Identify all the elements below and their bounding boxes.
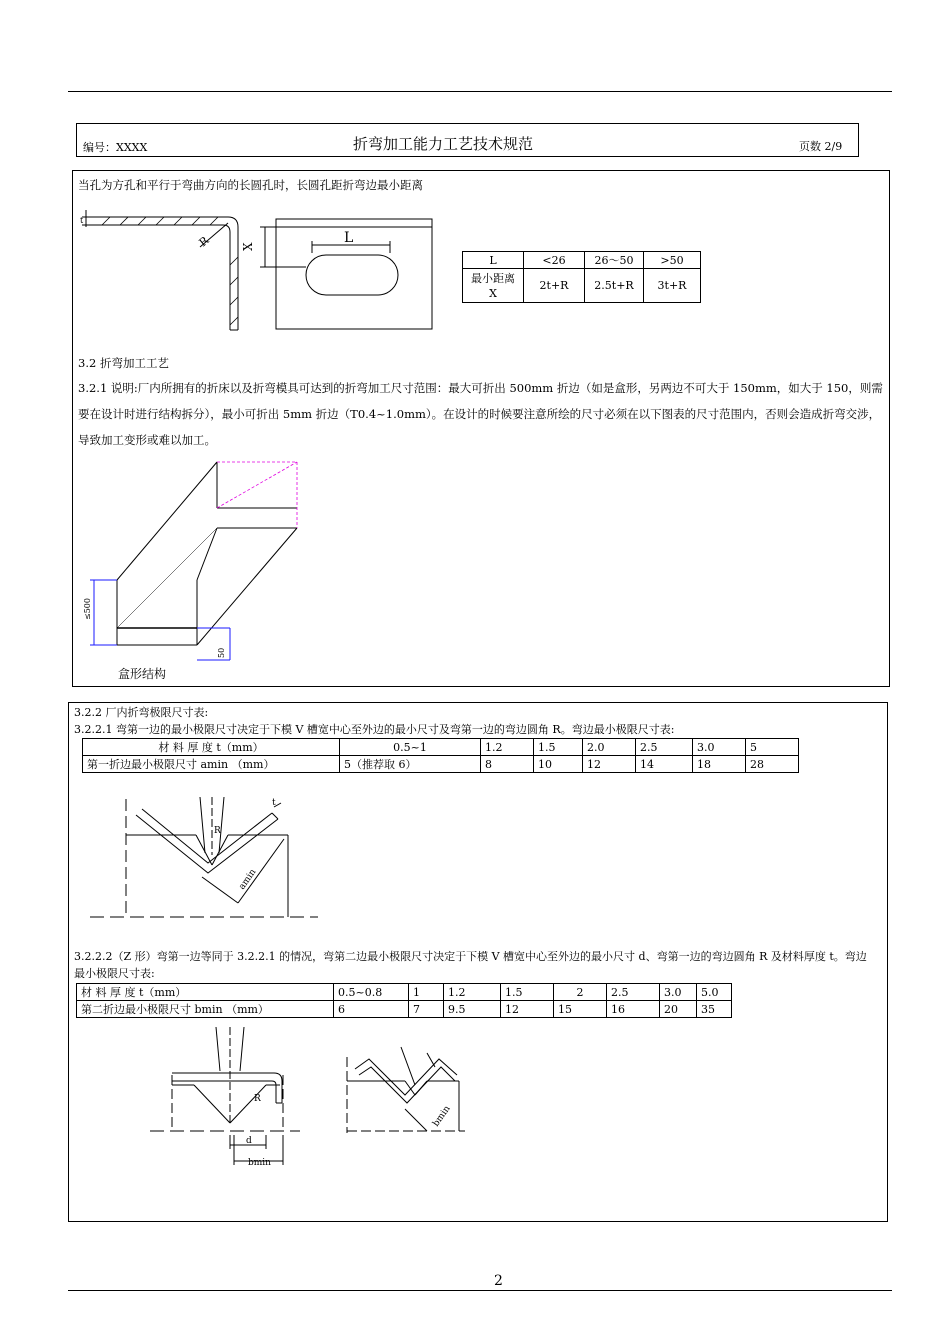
table-row — [77, 984, 732, 1001]
top-rule — [68, 91, 892, 92]
x-distance-label: X — [241, 242, 255, 251]
table-cell: 0.5~1 — [340, 739, 481, 756]
table-cell: 16 — [607, 1001, 660, 1018]
table-cell: 12 — [583, 756, 636, 773]
table-cell: 10 — [534, 756, 583, 773]
table-cell: 35 — [697, 1001, 732, 1018]
thickness-label: t — [272, 798, 276, 808]
table-cell: 28 — [746, 756, 799, 773]
z-bend-diagram — [150, 1025, 310, 1170]
table-cell: 第二折边最小极限尺寸 bmin （mm） — [77, 1001, 334, 1018]
page-number: 2 — [494, 1273, 503, 1289]
table-cell: 1.5 — [501, 984, 554, 1001]
bend-radius-label: R — [214, 826, 221, 836]
table-cell: 7 — [409, 1001, 444, 1018]
hole-distance-caption: 当孔为方孔和平行于弯曲方向的长圆孔时，长圆孔距折弯边最小距离 — [78, 178, 423, 192]
d-label: d — [246, 1136, 252, 1146]
table-cell: 2 — [554, 984, 607, 1001]
table-row — [83, 756, 799, 773]
table-cell: 材 料 厚 度 t（mm） — [83, 739, 340, 756]
table-row — [77, 1001, 732, 1018]
table-cell: 1 — [409, 984, 444, 1001]
table-cell: 2.5 — [636, 739, 693, 756]
document-title: 折弯加工能力工艺技术规范 — [353, 135, 534, 153]
table-cell: 6 — [334, 1001, 409, 1018]
second-flange-table — [76, 983, 732, 1018]
amin-label: amin — [237, 867, 259, 892]
table-row — [83, 739, 799, 756]
table-cell: 20 — [660, 1001, 697, 1018]
table-cell: 0.5~0.8 — [334, 984, 409, 1001]
bmin-label: bmin — [248, 1158, 271, 1168]
first-bend-diagram — [88, 795, 328, 925]
min-distance-table — [462, 251, 701, 303]
z-bend-side-diagram — [345, 1045, 475, 1135]
section-text-3-2-2-2: 3.2.2.2（Z 形）弯第一边等同于 3.2.2.1 的情况，弯第二边最小极限尺寸决定于下模 V 槽宽中心至外边的最小尺寸 d、弯第一边的弯边圆角 R 及材料厚度 t。弯边最小极限尺寸表: — [74, 950, 867, 980]
table-cell: 2.0 — [583, 739, 636, 756]
box-structure-drawing — [80, 460, 320, 670]
document-code: 编号：XXXX — [83, 141, 148, 154]
table-cell: 3t+R — [644, 269, 701, 303]
table-cell: 材 料 厚 度 t（mm） — [77, 984, 334, 1001]
table-cell: 1.5 — [534, 739, 583, 756]
box-structure-caption: 盒形结构 — [118, 667, 167, 681]
slot-length-label: L — [344, 230, 354, 246]
table-cell: <26 — [524, 252, 585, 269]
document-header — [76, 123, 859, 157]
table-cell: 5（推荐取 6） — [340, 756, 481, 773]
table-cell: 最小距离 X — [463, 269, 524, 303]
table-cell: >50 — [644, 252, 701, 269]
min-flange-label: 50 — [217, 647, 226, 658]
table-cell: 第一折边最小极限尺寸 amin （mm） — [83, 756, 340, 773]
table-cell: L — [463, 252, 524, 269]
section-heading-3-2: 3.2 折弯加工工艺 — [78, 356, 169, 370]
max-height-label: ≤500 — [83, 598, 92, 620]
page-indicator: 页数 2/9 — [799, 140, 843, 153]
thickness-label: t — [80, 216, 84, 225]
table-cell: 8 — [481, 756, 534, 773]
slot-distance-drawing — [80, 205, 450, 335]
table-cell: 15 — [554, 1001, 607, 1018]
section-heading-3-2-2: 3.2.2 厂内折弯极限尺寸表: — [74, 706, 209, 719]
table-cell: 14 — [636, 756, 693, 773]
table-cell: 5.0 — [697, 984, 732, 1001]
table-cell: 3.0 — [660, 984, 697, 1001]
section-paragraph-3-2-1: 3.2.1 说明:厂内所拥有的折床以及折弯模具可达到的折弯加工尺寸范围：最大可折出 500mm 折边（如是盒形，另两边不可大于 150mm，如大于 150，则需要在设计时进行结构拆分），最小可折出 5mm 折边（T0.4~1.0mm）。在设计的时候要注意所绘的尺寸必须在以下图表的尺寸范围内，否则会造成折弯交涉，导致加工变形或难以加工。 — [78, 381, 883, 447]
bmin-side-label: bmin — [431, 1104, 453, 1129]
table-cell: 1.2 — [444, 984, 501, 1001]
table-cell: 9.5 — [444, 1001, 501, 1018]
table-cell: 3.0 — [693, 739, 746, 756]
table-cell: 12 — [501, 1001, 554, 1018]
first-flange-table — [82, 738, 799, 773]
table-row — [463, 252, 701, 269]
table-cell: 1.2 — [481, 739, 534, 756]
table-cell: 5 — [746, 739, 799, 756]
table-cell: 18 — [693, 756, 746, 773]
table-cell: 26～50 — [585, 252, 644, 269]
table-row — [463, 269, 701, 303]
table-cell: 2.5 — [607, 984, 660, 1001]
table-cell: 2t+R — [524, 269, 585, 303]
table-cell: 2.5t+R — [585, 269, 644, 303]
radius-label: R — [196, 234, 212, 250]
z-radius-label: R — [254, 1094, 261, 1104]
bottom-rule — [68, 1290, 892, 1291]
section-text-3-2-2-1: 3.2.2.1 弯第一边的最小极限尺寸决定于下模 V 槽宽中心至外边的最小尺寸及弯第一边的弯边圆角 R。弯边最小极限尺寸表: — [74, 723, 675, 736]
